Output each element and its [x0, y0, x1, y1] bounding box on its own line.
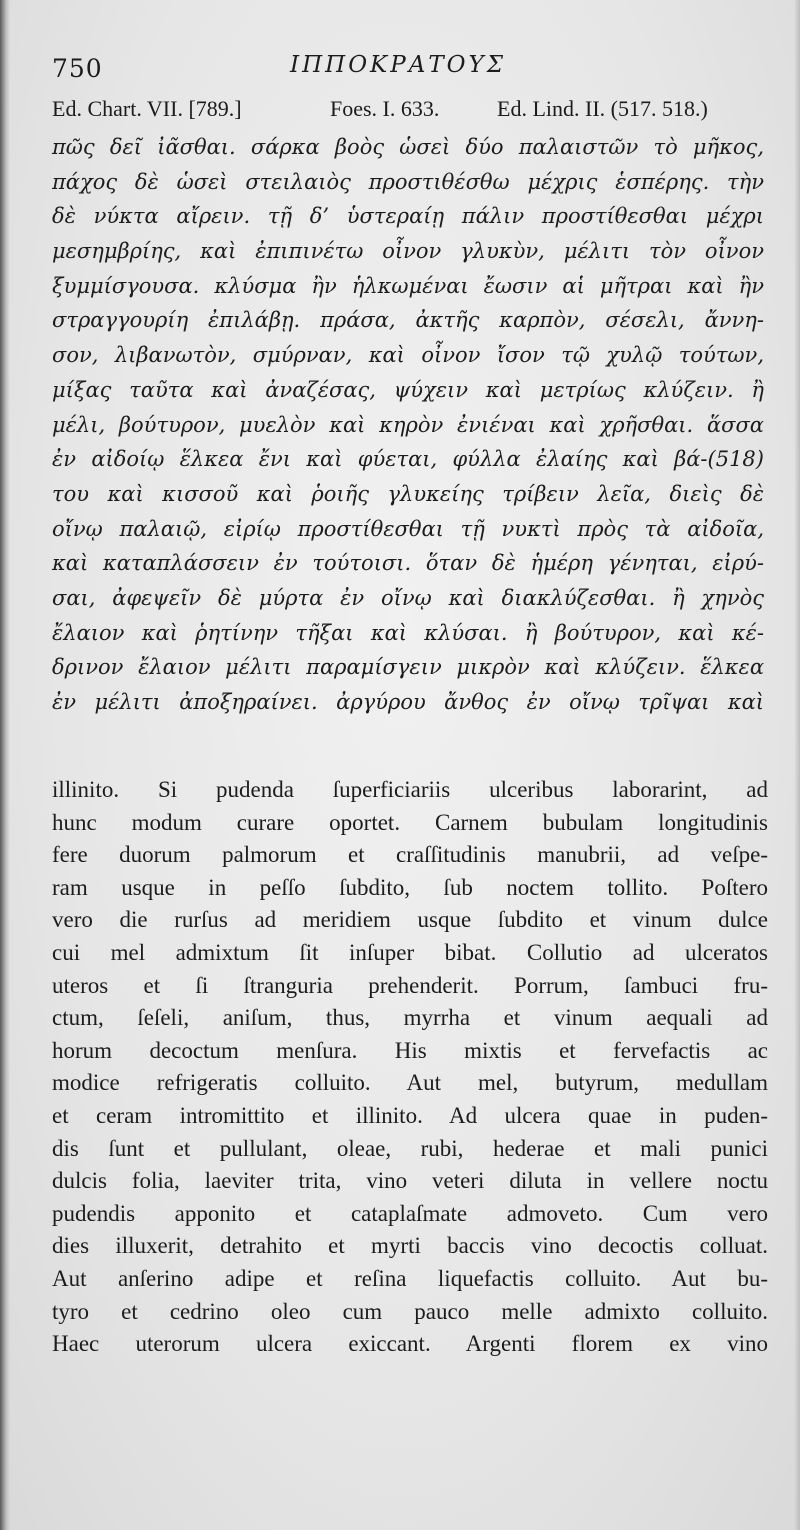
greek-line: δὲ νύκτα αἴρειν. τῇ δ’ ὑστεραίῃ πάλιν προστίθεσθαι μέχρι	[52, 204, 764, 229]
latin-line: vero die rurſus ad meridiem usque ſubdito et vinum dulce	[52, 907, 768, 933]
latin-line: uteros et ſi ſtranguria prehenderit. Porrum, ſambuci fru-	[52, 972, 768, 998]
greek-line: ἐν μέλιτι ἀποξηραίνει. ἀργύρου ἄνθος ἐν οἴνῳ τρῖψαι καὶ	[52, 690, 764, 714]
greek-line: μίξας ταῦτα καὶ ἀναζέσας, ψύχειν καὶ μετρίως κλύζειν. ἢ	[52, 377, 764, 402]
latin-line: et ceram intromittito et illinito. Ad ulcera quae in puden-	[52, 1102, 768, 1128]
latin-line: ram usque in peſſo ſubdito, ſub noctem tollito. Poſtero	[52, 874, 768, 900]
greek-line: μεσημβρίης, καὶ ἐπιπινέτω οἶνον γλυκὺν, μέλιτι τὸν οἶνον	[52, 239, 764, 264]
edition-ref-chart: Ed. Chart. VII. [789.]	[52, 96, 242, 121]
edition-references	[0, 96, 800, 130]
page-spine-shadow	[0, 0, 10, 1530]
greek-line: ἔλαιον καὶ ῥητίνην τῆξαι καὶ κλύσαι. ἢ βούτυρον, καὶ κέ-	[52, 620, 764, 645]
greek-line: του καὶ κισσοῦ καὶ ῥοιῆς γλυκείης τρίβειν λεῖα, διεὶς δὲ	[52, 481, 764, 506]
greek-line: στραγγουρίη ἐπιλάβῃ. πράσα, ἀκτῆς καρπὸν, σέσελι, ἄννη-	[52, 308, 764, 333]
greek-line: ἐν αἰδοίῳ ἕλκεα ἔνι καὶ φύεται, φύλλα ἐλαίης καὶ βά-(518)	[52, 447, 764, 472]
latin-line: Aut anſerino adipe et reſina liquefactis colluito. Aut bu-	[52, 1265, 768, 1291]
greek-line: μέλι, βούτυρον, μυελὸν καὶ κηρὸν ἐνιέναι καὶ χρῆσθαι. ἅσσα	[52, 412, 764, 437]
edition-ref-lind: Ed. Lind. II. (517. 518.)	[497, 96, 708, 121]
greek-line: σον, λιβανωτὸν, σμύρναν, καὶ οἶνον ἴσον τῷ χυλῷ τούτων,	[52, 343, 764, 368]
greek-line: πῶς δεῖ ἰᾶσθαι. σάρκα βοὸς ὡσεὶ δύο παλαιστῶν τὸ μῆκος,	[52, 135, 764, 159]
page-number: 750	[52, 54, 103, 83]
greek-line: πάχος δὲ ὡσεὶ στειλαιὸς προστιθέσθω μέχρις ἑσπέρης. τὴν	[52, 169, 764, 194]
page-header	[0, 48, 800, 88]
latin-line: hunc modum curare oportet. Carnem bubulam longitudinis	[52, 809, 768, 835]
edition-ref-foes: Foes. I. 633.	[330, 96, 440, 121]
running-head: ΙΠΠΟΚΡΑΤΟΥΣ	[290, 52, 506, 78]
latin-line: tyro et cedrino oleo cum pauco melle admixto colluito.	[52, 1298, 768, 1324]
page-edge-shadow	[794, 0, 800, 1530]
greek-line: δρινον ἔλαιον μέλιτι παραμίσγειν μικρὸν καὶ κλύζειν. ἕλκεα	[52, 655, 764, 680]
latin-line: cui mel admixtum ſit inſuper bibat. Collutio ad ulceratos	[52, 939, 768, 965]
latin-line: dis ſunt et pullulant, oleae, rubi, hederae et mali punici	[52, 1135, 768, 1161]
latin-line: modice refrigeratis colluito. Aut mel, butyrum, medullam	[52, 1070, 768, 1096]
latin-line: dulcis folia, laeviter trita, vino veteri diluta in vellere noctu	[52, 1168, 768, 1194]
latin-line: ctum, ſeſeli, aniſum, thus, myrrha et vinum aequali ad	[52, 1005, 768, 1031]
latin-line: horum decoctum menſura. His mixtis et fervefactis ac	[52, 1037, 768, 1063]
latin-line: illinito. Si pudenda ſuperficiariis ulceribus laborarint, ad	[52, 777, 768, 802]
greek-line: ξυμμίσγουσα. κλύσμα ἢν ἡλκωμέναι ἔωσιν αἱ μῆτραι καὶ ἢν	[52, 273, 764, 298]
latin-text-block	[52, 774, 768, 1361]
latin-line: pudendis apponito et cataplaſmate admoveto. Cum vero	[52, 1200, 768, 1226]
latin-line: Haec uterorum ulcera exiccant. Argenti florem ex vino	[52, 1331, 768, 1357]
greek-line: οἴνῳ παλαιῷ, εἰρίῳ προστίθεσθαι τῇ νυκτὶ πρὸς τὰ αἰδοῖα,	[52, 516, 764, 541]
latin-line: dies illuxerit, detrahito et myrti baccis vino decoctis colluat.	[52, 1233, 768, 1259]
greek-line: σαι, ἀφεψεῖν δὲ μύρτα ἐν οἴνῳ καὶ διακλύζεσθαι. ἢ χηνὸς	[52, 585, 764, 610]
latin-line: fere duorum palmorum et craſſitudinis manubrii, ad veſpe-	[52, 842, 768, 868]
greek-text-block	[52, 130, 764, 720]
greek-line: καὶ καταπλάσσειν ἐν τούτοισι. ὅταν δὲ ἡμέρη γένηται, εἰρύ-	[52, 551, 764, 576]
